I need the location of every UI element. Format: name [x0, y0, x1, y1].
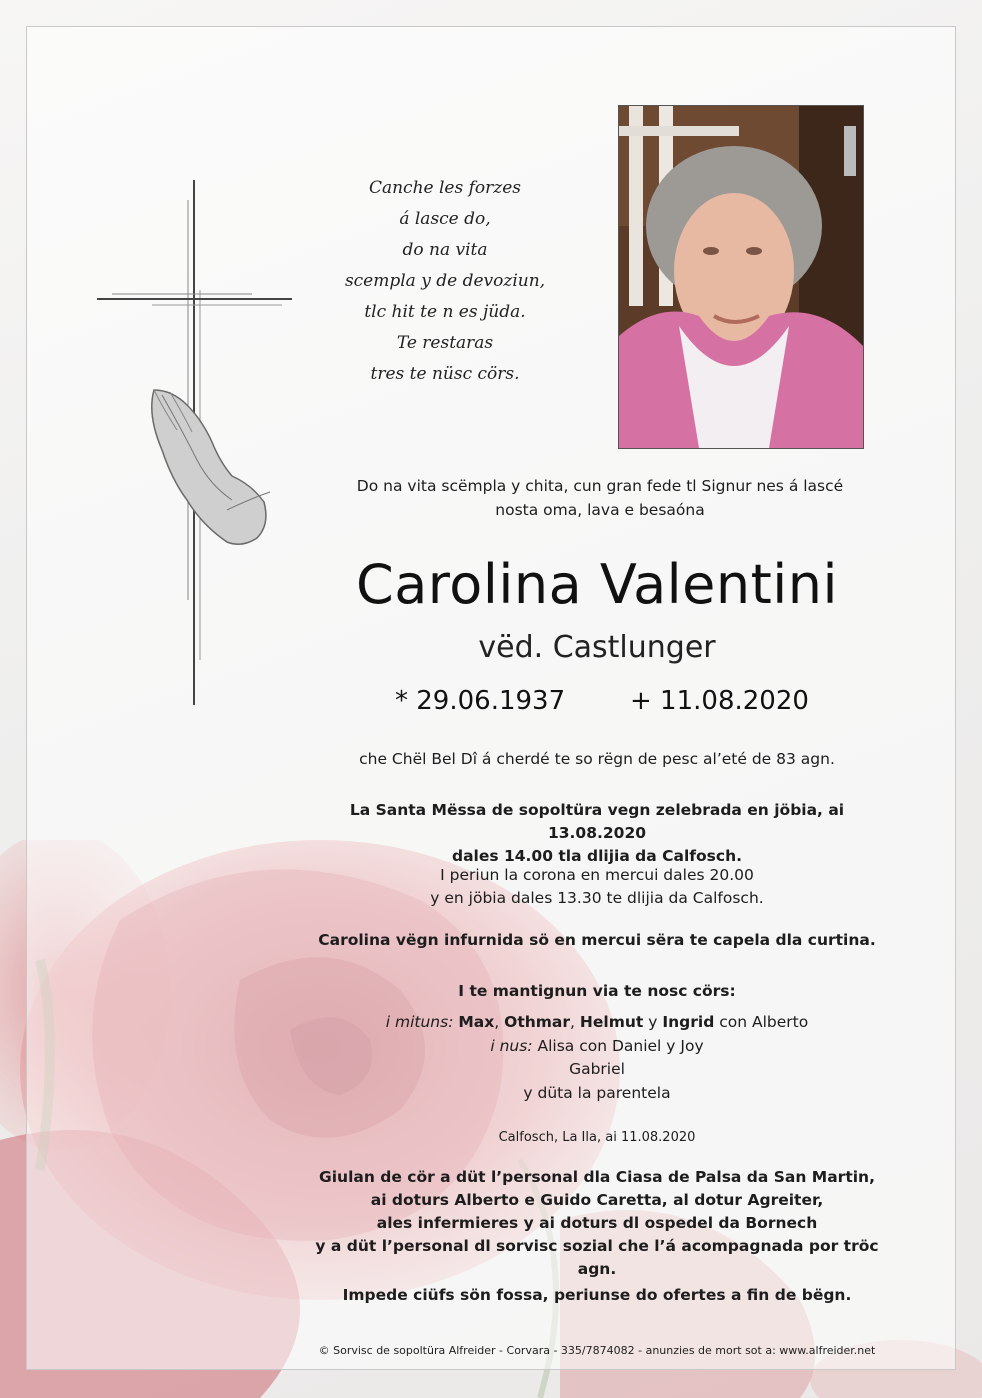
grandchildren-line [300, 1035, 894, 1058]
grandchildren-label: i nus: [490, 1037, 533, 1055]
intro-line: Do na vita scëmpla y chita, cun gran fede tl Signur nes á lascé [356, 477, 844, 495]
place-date: Calfosch, La Ila, ai 11.08.2020 [498, 1130, 696, 1145]
mourners-heading: I te mantignun via te nosc cörs: [458, 982, 736, 1000]
age-line: che Chël Bel Dî á cherdé te so rëgn de pesc al’eté de 83 agn. [359, 750, 835, 768]
poem-line: Te restaras [396, 333, 494, 353]
thanks-line: y a düt l’personal dl sorvisc sozial che l’á acompagnada por tröc agn. [315, 1237, 879, 1278]
child-name: Ingrid [662, 1013, 715, 1031]
intro-line: nosta oma, lava e besaóna [495, 501, 705, 519]
poem-line: á lasce do, [399, 209, 491, 229]
deceased-name: Carolina Valentini [355, 553, 839, 616]
poem-line: Canche les forzes [368, 178, 522, 198]
death-date: + 11.08.2020 [630, 686, 809, 716]
child-name: Othmar [504, 1013, 571, 1031]
children-rest: con Alberto [719, 1013, 809, 1031]
thanks-text [300, 1166, 894, 1281]
praying-hands-icon [152, 390, 270, 544]
rosary-line: I periun la corona en mercui dales 20.00 [440, 866, 754, 884]
separator: , [494, 1013, 500, 1031]
flowers-note: Impede ciüfs sön fossa, periunse do ofertes a fin de bëgn. [342, 1286, 852, 1304]
children-line [300, 1011, 894, 1034]
rosary-line: y en jöbia dales 13.30 te dlijia da Calfosch. [430, 889, 764, 907]
mass-line: La Santa Mëssa de sopoltüra vegn zelebrada en jöbia, ai 13.08.2020 [349, 801, 845, 842]
thanks-line: Giulan de cör a düt l’personal dla Ciasa de Palsa da San Martin, [319, 1168, 875, 1186]
life-dates [380, 686, 820, 726]
footer: © Sorvisc de sopoltüra Alfreider - Corvara - 335/7874082 - anunzies de mort sot a: www.alfreider.net [318, 1344, 876, 1357]
birth-date: * 29.06.1937 [395, 686, 566, 716]
grandchildren-names: Alisa con Daniel y Joy [537, 1037, 704, 1055]
thanks-line: ai doturs Alberto e Guido Caretta, al dotur Agreiter, [370, 1191, 824, 1209]
poem-line: tres te nüsc cörs. [370, 364, 520, 384]
poem-line: tlc hit te n es jüda. [364, 302, 526, 322]
poem-line: do na vita [402, 240, 488, 260]
rosary-info [300, 864, 894, 910]
poem [330, 173, 560, 390]
intro-text [330, 474, 870, 522]
grandchildren-line-2: Gabriel [569, 1060, 625, 1078]
cross-icon [92, 180, 302, 710]
coffin-info: Carolina vëgn infurnida sö en mercui sëra te capela dla curtina. [318, 931, 876, 949]
child-name: Helmut [579, 1013, 644, 1031]
child-name: Max [458, 1013, 495, 1031]
poem-line: scempla y de devoziun, [344, 271, 546, 291]
mass-line: dales 14.00 tla dlijia da Calfosch. [451, 847, 743, 865]
separator: , [570, 1013, 575, 1031]
portrait-photo [618, 105, 864, 449]
children-label: i mituns: [385, 1013, 454, 1031]
mass-info [300, 799, 894, 868]
thanks-line: ales infermieres y ai doturs dl ospedel da Bornech [376, 1214, 818, 1232]
maiden-name: vëd. Castlunger [478, 630, 716, 665]
conjunction: y [648, 1013, 658, 1031]
family-line: y düta la parentela [523, 1084, 671, 1102]
